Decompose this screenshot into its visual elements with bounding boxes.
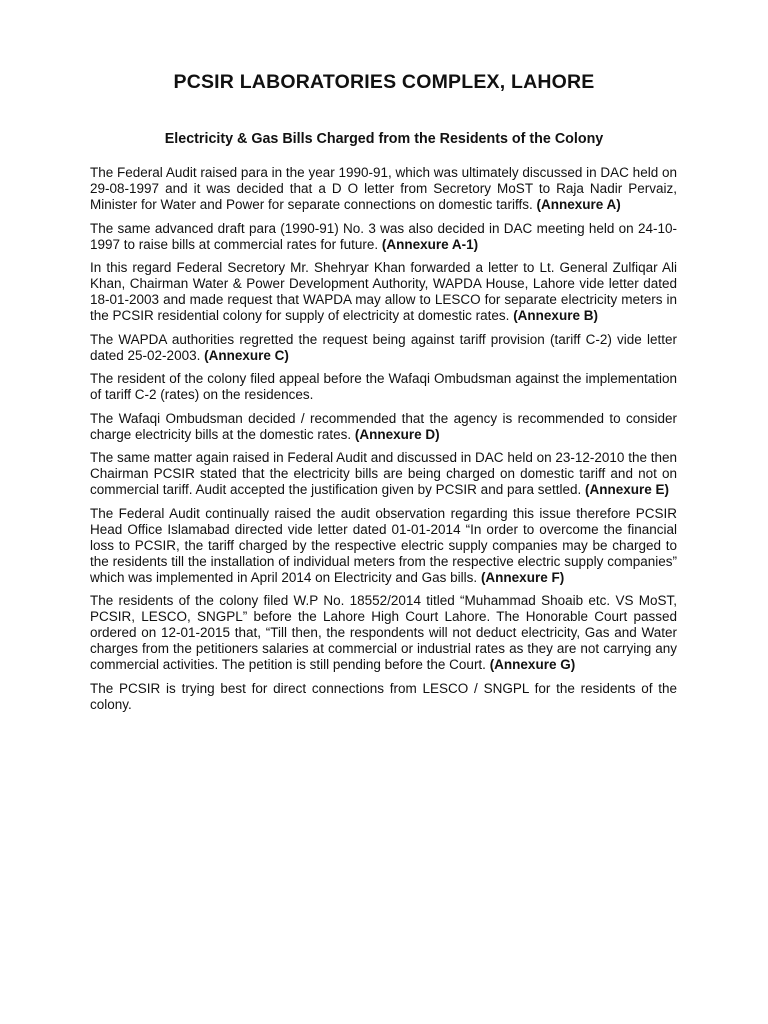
paragraph-3: In this regard Federal Secretory Mr. Shehryar Khan forwarded a letter to Lt. General Zulfiqar Ali Khan, Chairman Water & Power Development Authority, WAPDA House, Lahore vide letter dated 18-01-2003 and made request that WAPDA may allow to LESCO for separate electricity meters in the PCSIR residential colony for supply of electricity at domestic rates. (Annexure B) [90,260,677,323]
paragraph-10: The PCSIR is trying best for direct connections from LESCO / SNGPL for the residents of the colony. [90,680,677,712]
paragraph-7: The same matter again raised in Federal Audit and discussed in DAC held on 23-12-2010 the then Chairman PCSIR stated that the electricity bills are being charged on domestic tariff and not on commercial tariff. Audit accepted the justification given by PCSIR and para settled. (Annexure E) [90,450,677,497]
paragraph-1: The Federal Audit raised para in the year 1990-91, which was ultimately discussed in DAC held on 29-08-1997 and it was decided that a D O letter from Secretory MoST to Raja Nadir Pervaiz, Minister for Water and Power for separate connections on domestic tariffs. (Annexure A) [90,165,677,212]
paragraph-9: The residents of the colony filed W.P No. 18552/2014 titled “Muhammad Shoaib etc. VS MoST, PCSIR, LESCO, SNGPL” before the Lahore High Court Lahore. The Honorable Court passed ordered on 12-01-2015 that, “Till then, the respondents will not deduct electricity, Gas and Water charges from the petitioners salaries at commercial or industrial rates as they are not carrying any commercial activities. The petition is still pending before the Court. (Annexure G) [90,593,677,672]
annexure-ref: (Annexure A-1) [381,236,479,252]
annexure-ref: (Annexure G) [489,657,576,672]
annexure-ref: (Annexure B) [513,308,598,323]
annexure-ref: (Annexure C) [204,347,289,363]
annexure-ref: (Annexure F) [480,569,565,585]
page-subtitle: Electricity & Gas Bills Charged from the Residents of the Colony [164,131,604,147]
annexure-ref: (Annexure D) [354,426,440,442]
annexure-ref: (Annexure E) [585,482,670,497]
paragraph-4: The WAPDA authorities regretted the request being against tariff provision (tariff C-2) vide letter dated 25-02-2003. (Annexure C) [90,331,677,363]
paragraph-5: The resident of the colony filed appeal before the Wafaqi Ombudsman against the implementation of tariff C-2 (rates) on the residences. [90,371,677,402]
paragraph-6: The Wafaqi Ombudsman decided / recommended that the agency is recommended to consider charge electricity bills at the domestic rates. (Annexure D) [90,410,677,442]
paragraph-8: The Federal Audit continually raised the audit observation regarding this issue therefore PCSIR Head Office Islamabad directed vide letter dated 01-01-2014 “In order to overcome the financial loss to PCSIR, the tariff charged by the respective electric supply companies may be charged to the residents till the installation of individual meters from the respective electric supply companies” which was implemented in April 2014 on Electricity and Gas bills. (Annexure F) [90,505,677,585]
annexure-ref: (Annexure A) [536,197,621,212]
paragraph-2: The same advanced draft para (1990-91) No. 3 was also decided in DAC meeting held on 24-10-1997 to raise bills at commercial rates for future. (Annexure A-1) [90,220,677,252]
page-title: PCSIR LABORATORIES COMPLEX, LAHORE [173,71,595,93]
document-body [90,165,677,720]
